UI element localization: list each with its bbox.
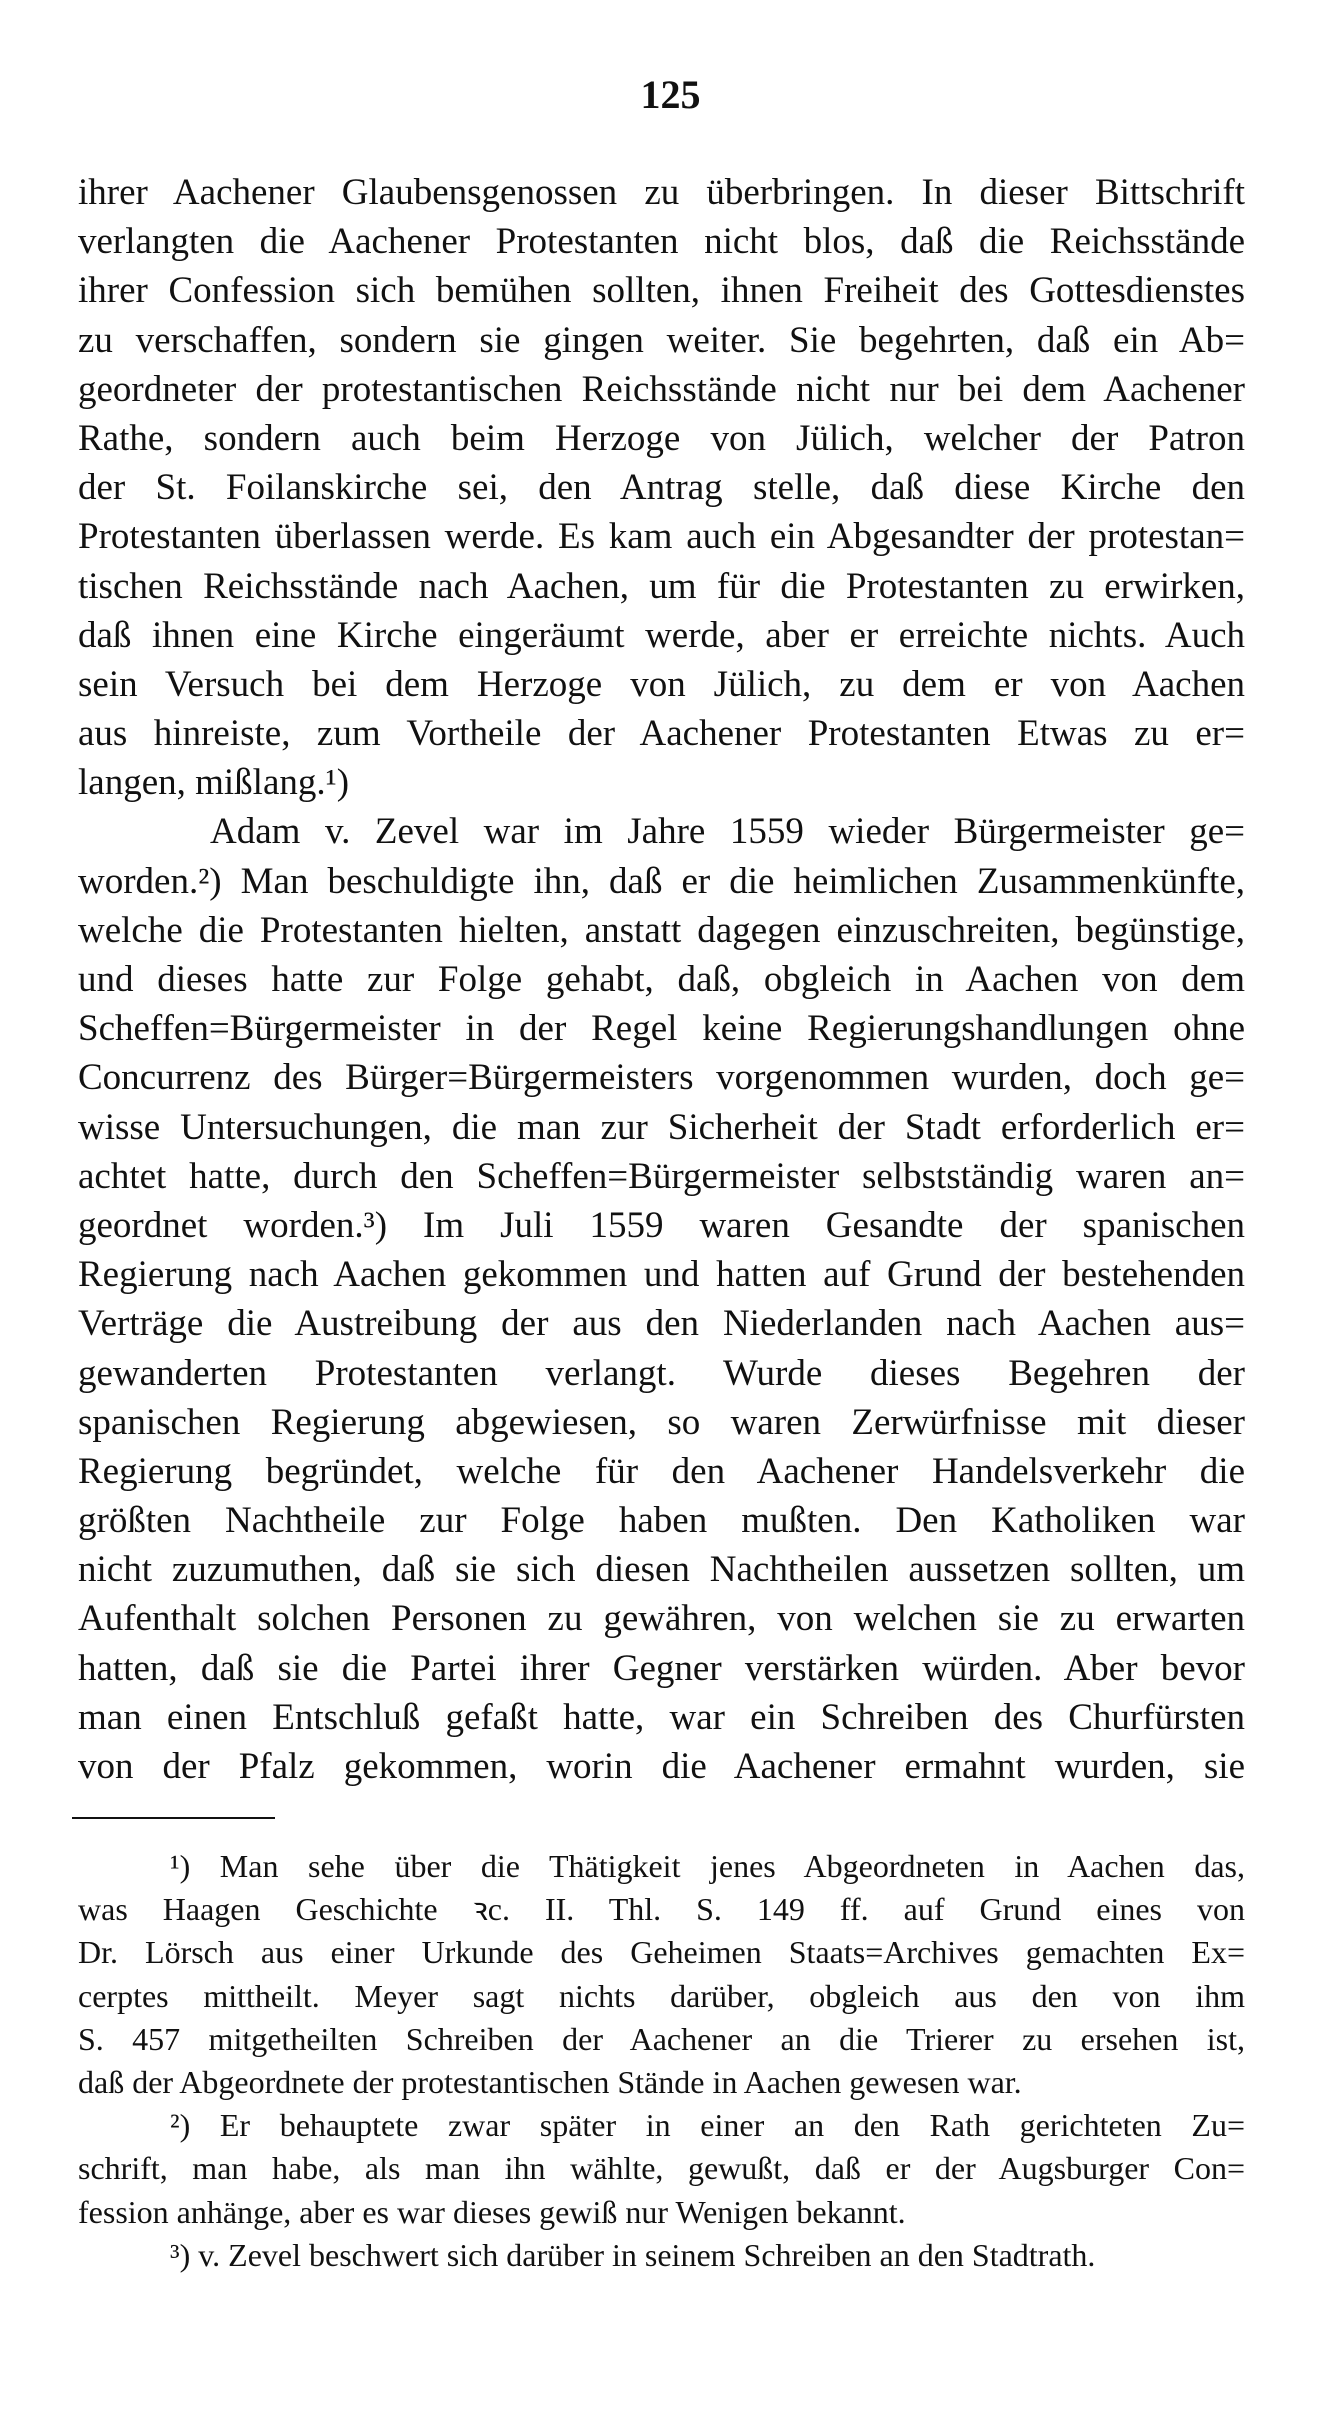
text-line: Regierung begründet, welche für den Aachener Handelsverkehr die [78,1450,1245,1492]
footnote-1-start: ¹) Man sehe über die Thätigkeit jenes Abgeordneten in Aachen das, [170,1848,1245,1884]
text-line: tischen Reichsstände nach Aachen, um für die Protestanten zu erwirken, [78,565,1245,607]
text-line: Regierung nach Aachen gekommen und hatten auf Grund der bestehenden [78,1254,1245,1296]
text-line: Scheffen=Bürgermeister in der Regel keine Regierungshandlungen ohne [78,1008,1245,1050]
footnote-line: schrift, man habe, als man ihn wählte, gewußt, daß er der Augsburger Con= [78,2150,1245,2187]
text-line: zu verschaffen, sondern sie gingen weiter. Sie begehrten, daß ein Ab= [78,319,1245,361]
text-line: Concurrenz des Bürger=Bürgermeisters vorgenommen wurden, doch ge= [78,1057,1245,1099]
text-line: Rathe, sondern auch beim Herzoge von Jülich, welcher der Patron [78,417,1245,459]
text-line: Protestanten überlassen werde. Es kam auch ein Abgesandter der protestan= [78,516,1245,558]
text-line: spanischen Regierung abgewiesen, so waren Zerwürfnisse mit dieser [78,1401,1245,1443]
text-line: hatten, daß sie die Partei ihrer Gegner verstärken würden. Aber bevor [78,1647,1245,1689]
text-line: von der Pfalz gekommen, worin die Aachener ermahnt wurden, sie [78,1746,1245,1787]
page-number: 125 [640,72,701,117]
text-line-paragraph-start: Adam v. Zevel war im Jahre 1559 wieder Bürgermeister ge= [210,811,1245,853]
text-line: geordnet worden.³) Im Juli 1559 waren Gesandte der spanischen [78,1204,1245,1246]
text-line: verlangten die Aachener Protestanten nicht blos, daß die Reichsstände [78,221,1245,263]
text-line: gewanderten Protestanten verlangt. Wurde dieses Begehren der [78,1352,1245,1394]
footnote-line: fession anhänge, aber es war dieses gewiß nur Wenigen bekannt. [78,2193,906,2230]
text-line: ihrer Aachener Glaubensgenossen zu überbringen. In dieser Bittschrift [78,172,1245,213]
text-line: Aufenthalt solchen Personen zu gewähren, von welchen sie zu erwarten [78,1598,1245,1640]
text-line: sein Versuch bei dem Herzoge von Jülich, zu dem er von Aachen [78,663,1245,705]
text-line: welche die Protestanten hielten, anstatt dagegen einzuschreiten, begünstige, [78,909,1245,951]
text-line: ihrer Confession sich bemühen sollten, ihnen Freiheit des Gottesdienstes [78,270,1245,312]
main-text [78,168,1245,1791]
footnote-2-start: ²) Er behauptete zwar später in einer an den Rath gerichteten Zu= [170,2107,1245,2144]
text-line: größten Nachtheile zur Folge haben mußten. Den Katholiken war [78,1500,1245,1542]
footnote-line: Dr. Lörsch aus einer Urkunde des Geheimen Staats=Archives gemachten Ex= [78,1934,1245,1971]
text-line: man einen Entschluß gefaßt hatte, war ein Schreiben des Churfürsten [78,1696,1245,1738]
text-line: worden.²) Man beschuldigte ihn, daß er die heimlichen Zusammenkünfte, [78,860,1245,902]
footnote-line: daß der Abgeordnete der protestantischen Stände in Aachen gewesen war. [78,2063,1022,2100]
footnote-3: ³) v. Zevel beschwert sich darüber in seinem Schreiben an den Stadtrath. [170,2236,1096,2273]
text-line: wisse Untersuchungen, die man zur Sicherheit der Stadt erforderlich er= [78,1106,1245,1148]
text-line: und dieses hatte zur Folge gehabt, daß, obgleich in Aachen von dem [78,959,1245,1000]
text-line: aus hinreiste, zum Vortheile der Aachener Protestanten Etwas zu er= [78,713,1245,755]
text-line: der St. Foilanskirche sei, den Antrag stelle, daß diese Kirche den [78,467,1245,509]
footnote-line: cerptes mittheilt. Meyer sagt nichts darüber, obgleich aus den von ihm [78,1977,1245,2014]
footnote-divider [72,1817,275,1819]
text-line: daß ihnen eine Kirche eingeräumt werde, aber er erreichte nichts. Auch [78,614,1245,656]
text-line: achtet hatte, durch den Scheffen=Bürgermeister selbstständig waren an= [78,1155,1245,1197]
footnotes [78,1845,1245,2277]
text-line: Verträge die Austreibung der aus den Niederlanden nach Aachen aus= [78,1303,1245,1345]
text-line: nicht zuzumuthen, daß sie sich diesen Nachtheilen aussetzen sollten, um [78,1549,1245,1591]
text-line-paragraph-end: langen, mißlang.¹) [78,762,350,804]
footnote-line: S. 457 mitgetheilten Schreiben der Aachener an die Trierer zu ersehen ist, [78,2020,1245,2057]
text-line: geordneter der protestantischen Reichsstände nicht nur bei dem Aachener [78,368,1245,410]
footnote-line: was Haagen Geschichte ꝛc. II. Thl. S. 149 ff. auf Grund eines von [78,1891,1245,1928]
